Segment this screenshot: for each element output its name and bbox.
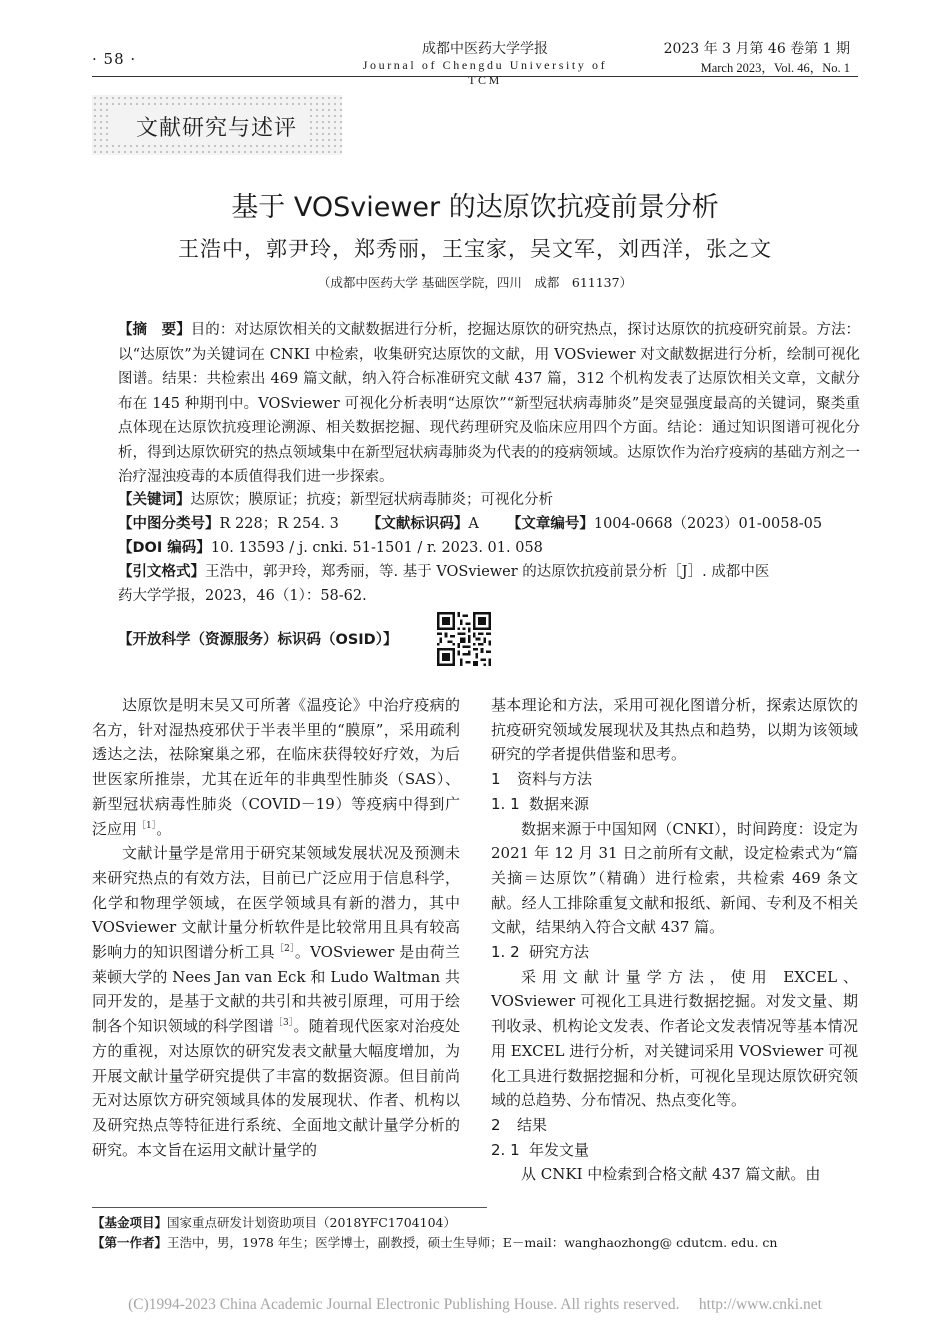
reference-1[interactable]: ［1］ <box>137 820 157 831</box>
header-rule <box>92 76 858 77</box>
citation-text-2: 药大学学报，2023，46（1）：58-62. <box>118 588 367 604</box>
footnote-rule <box>92 1207 487 1208</box>
reference-3[interactable]: ［3］ <box>273 1018 294 1029</box>
page-number: · 58 · <box>92 50 137 68</box>
intro-paragraph-2: 文献计量学是常用于研究某领域发展状况及预测未来研究热点的有效方法，目前已广泛应用于信息科学，化学和物理学领域，在医学领域具有新的潜力，其中 VOSviewer 文献计量分析软件是比较常用且具有较高影响力的知识图谱分析工具$^{[2]}$。VOSviewer 是由荷兰莱顿大学的 Nees Jan van Eck 和 Ludo Waltman 共同开发的，是基于文献的共引和共被引原理，可用于绘制各个知识领域的科学图谱$^{[3]}$。随着现代医家对治疫处方的重视，对达原饮的研究发表文献量大幅度增加，为开展文献计量学研究提供了丰富的数据资源。但目前尚无对达原饮方研究领域具体的发展现状、作者、机构以及研究热点等特征进行系统、全面地文献计量学分析的研究。本文旨在运用文献计量学的 <box>92 844 460 1159</box>
subsection-heading-1-2: 1. 2 研究方法 <box>491 943 590 962</box>
citation-line-1 <box>118 560 878 584</box>
abstract-text: 目的：对达原饮相关的文献数据进行分析，挖掘达原饮的研究热点，探讨达原饮的抗疫研究前景。方法：以“达原饮”为关键词在 CNKI 中检索，收集研究达原饮的文献，用 VOSviewer 对文献数据进行分析，绘制可视化图谱。结果：共检索出 469 篇文献，纳入符合标准研究文献 437 篇，312 个机构发表了达原饮相关文章，文献分布在 145 种期刊中。VOSviewer 可视化分析表明“达原饮”“新型冠状病毒肺炎”是突显强度最高的关键词，聚类重点体现在达原饮抗疫理论溯源、相关数据挖掘、现代药理研究及临床应用四个方面。结论：通过知识图谱可视化分析，得到达原饮研究的热点领域集中在新型冠状病毒肺炎为代表的的疫病领域。达原饮作为治疗疫病的基础方剂之一治疗湿浊疫毒的本质值得我们进一步探索。 <box>118 322 860 485</box>
subsection-heading-1-1: 1. 1 数据来源 <box>491 794 590 813</box>
section-label: 文献研究与述评 <box>136 116 298 141</box>
citation-label: 【引文格式】 <box>118 564 205 580</box>
article-number-label: 【文章编号】 <box>506 516 594 532</box>
doi-value[interactable]: 10. 13593 / j. cnki. 51-1501 / r. 2023. 01. 058 <box>210 540 543 556</box>
qr-code-icon[interactable] <box>437 612 491 666</box>
annual-publications-paragraph: 从 CNKI 中检索到合格文献 437 篇文献。由 <box>521 1165 821 1184</box>
intro-paragraph-2-continued: 基本理论和方法，采用可视化图谱分析，探索达原饮的抗疫研究领域发展现状及其热点和趋势，以期为该领域研究的学者提供借鉴和思考。 <box>491 696 858 764</box>
citation-line-2 <box>118 584 878 608</box>
footnote-first-author: 【第一作者】王浩中，男，1978 年生；医学博士，副教授，硕士生导师；E－mail：wanghaozhong@ cdutcm. edu. cn <box>92 1235 778 1250</box>
intro-paragraph-1: 达原饮是明末吴又可所著《温疫论》中治疗疫病的名方，针对湿热疫邪伏于半表半里的“膜原”，采用疏利透达之法，祛除窠巢之邪，在临床获得较好疗效，为后世医家所推崇，尤其在近年的非典型性肺炎（SAS）、新型冠状病毒性肺炎（COVID－19）等疫病中得到广泛应用$^{[1]}$。 <box>92 696 460 838</box>
keywords <box>118 488 878 512</box>
body-column-left <box>92 693 460 1162</box>
abstract-label: 【摘 要】 <box>118 322 191 338</box>
doi-label: 【DOI 编码】 <box>118 540 211 556</box>
affiliation: （成都中医药大学 基础医学院，四川 成都 611137） <box>317 275 633 290</box>
clc-label: 【中图分类号】 <box>118 516 220 532</box>
methods-paragraph: 采用文献计量学方法，使用 EXCEL、VOSviewer 可视化工具进行数据挖掘。对发文量、期刊收录、机构论文发表、作者论文发表情况等基本情况用 EXCEL 进行分析，对关键词采用 VOSviewer 可视化工具进行数据挖掘和分析，可视化呈现达原饮研究领域的总趋势、分布情况、热点变化等。 <box>491 967 859 1110</box>
section-label-box <box>92 95 342 155</box>
doi-line <box>118 536 878 560</box>
doc-code-label: 【文献标识码】 <box>366 516 469 532</box>
keywords-label: 【关键词】 <box>118 492 191 508</box>
osid-label: 【开放科学（资源服务）标识码（OSID）】 <box>118 632 398 648</box>
journal-name-cn: 成都中医药大学学报 <box>422 41 548 57</box>
doc-code-value: A <box>468 516 479 532</box>
article-number-value: 1004-0668（2023）01-0058-05 <box>593 516 823 532</box>
data-source-paragraph: 数据来源于中国知网（CNKI），时间跨度：设定为 2021 年 12 月 31 日之前所有文献，设定检索式为“篇关摘＝达原饮”（精确）进行检索，共检索 469 条文献。经人工排除重复文献和报纸、新闻、专利及不相关文献，结果纳入符合文献 437 篇。 <box>491 819 858 937</box>
section-heading-1: 1 资料与方法 <box>491 770 593 789</box>
subsection-heading-2-1: 2. 1 年发文量 <box>491 1140 590 1159</box>
copyright-notice: (C)1994-2023 China Academic Journal Electronic Publishing House. All rights reserved. http://www.cnki.net <box>128 1296 822 1313</box>
osid <box>118 628 397 649</box>
classification-line <box>118 512 878 536</box>
clc-value: R 228；R 254. 3 <box>219 516 339 532</box>
body-column-right <box>491 693 858 1187</box>
issue-info-en: March 2023，Vol. 46，No. 1 <box>700 61 850 75</box>
article-title: 基于 VOSviewer 的达原饮抗疫前景分析 <box>231 192 719 223</box>
abstract <box>118 318 860 490</box>
issue-info-cn: 2023 年 3 月第 46 卷第 1 期 <box>663 41 850 57</box>
reference-2[interactable]: ［2］ <box>274 944 295 955</box>
footnote-fund: 【基金项目】国家重点研发计划资助项目（2018YFC1704104） <box>92 1215 456 1230</box>
journal-name-en: Journal of Chengdu University of TCM <box>362 58 608 87</box>
keywords-text: 达原饮；膜原证；抗疫；新型冠状病毒肺炎；可视化分析 <box>190 492 553 508</box>
author-list: 王浩中，郭尹玲，郑秀丽，王宝家，吴文军，刘西洋，张之文 <box>178 237 772 261</box>
section-heading-2: 2 结果 <box>491 1115 548 1134</box>
citation-text-1: 王浩中，郭尹玲，郑秀丽，等. 基于 VOSviewer 的达原饮抗疫前景分析［J］. 成都中医 <box>205 564 770 580</box>
